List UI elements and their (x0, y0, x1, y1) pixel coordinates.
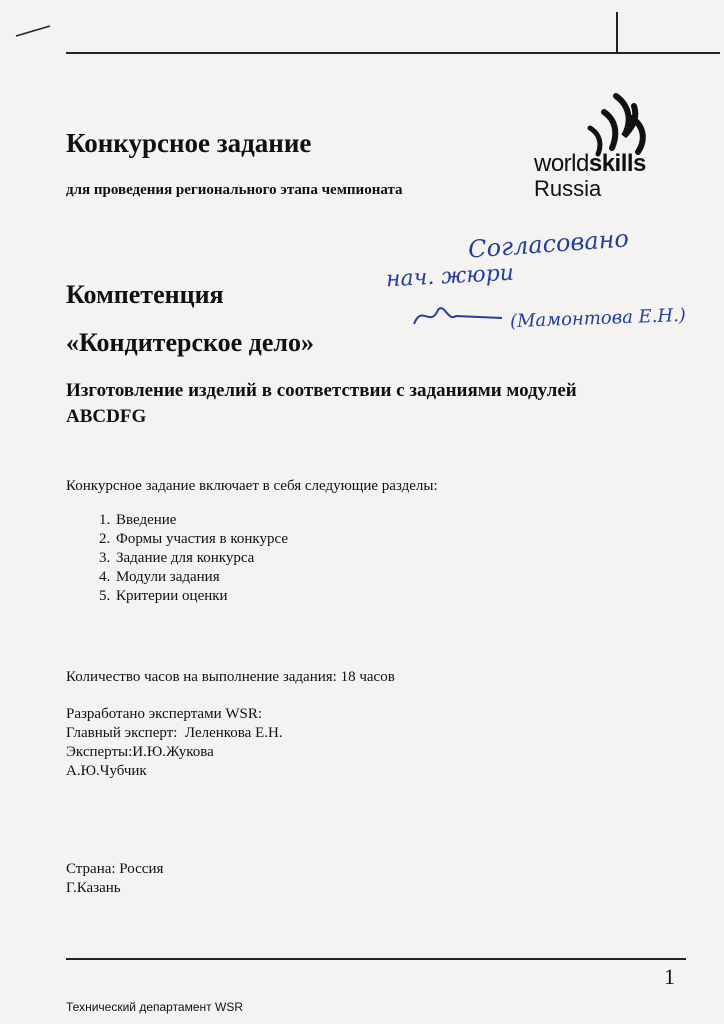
top-rule (66, 52, 720, 54)
handwriting-line2: нач. жюри (385, 260, 515, 293)
sections-intro: Конкурсное задание включает в себя следующие разделы: (66, 478, 438, 494)
sections-list (92, 511, 288, 606)
logo-skills: skills (588, 150, 646, 177)
list-item: 4. Модули задания (114, 568, 288, 587)
page-number: 1 (664, 964, 675, 989)
list-item: 2. Формы участия в конкурсе (114, 530, 288, 549)
handwriting-line3: (Мамонтова Е.Н.) (509, 304, 687, 333)
footer-rule (66, 958, 686, 960)
worldskills-logo (520, 88, 660, 201)
worldskills-flame-icon (520, 88, 660, 158)
experts-line2: А.Ю.Чубчик (66, 763, 147, 779)
competence-name: «Кондитерское дело» (66, 328, 314, 357)
top-right-tick (616, 12, 618, 52)
list-item: 3. Задание для конкурса (114, 549, 288, 568)
developed-by: Разработано экспертами WSR: (66, 706, 263, 722)
logo-russia: Russia (534, 176, 602, 201)
logo-world: world (534, 150, 589, 177)
experts-line1: Эксперты:И.Ю.Жукова (66, 744, 214, 760)
city: Г.Казань (66, 880, 121, 896)
signature-scribble (408, 298, 508, 334)
list-item: 5. Критерии оценки (114, 587, 288, 606)
country: Страна: Россия (66, 861, 164, 877)
task-heading: Изготовление изделий в соответствии с заданиями модулей ABCDFG (66, 380, 577, 427)
page-title: Конкурсное задание (66, 128, 312, 158)
hours-text: Количество часов на выполнение задания: 18 часов (66, 669, 395, 685)
competence-label: Компетенция (66, 280, 224, 309)
chief-expert: Главный эксперт: Леленкова Е.Н. (66, 725, 283, 741)
handwriting-line1: Согласовано (467, 224, 630, 264)
list-item: 1. Введение (114, 511, 288, 530)
corner-mark (14, 20, 54, 40)
page-subtitle: для проведения регионального этапа чемпионата (66, 182, 403, 198)
footer-text: Технический департамент WSR (66, 1000, 243, 1014)
